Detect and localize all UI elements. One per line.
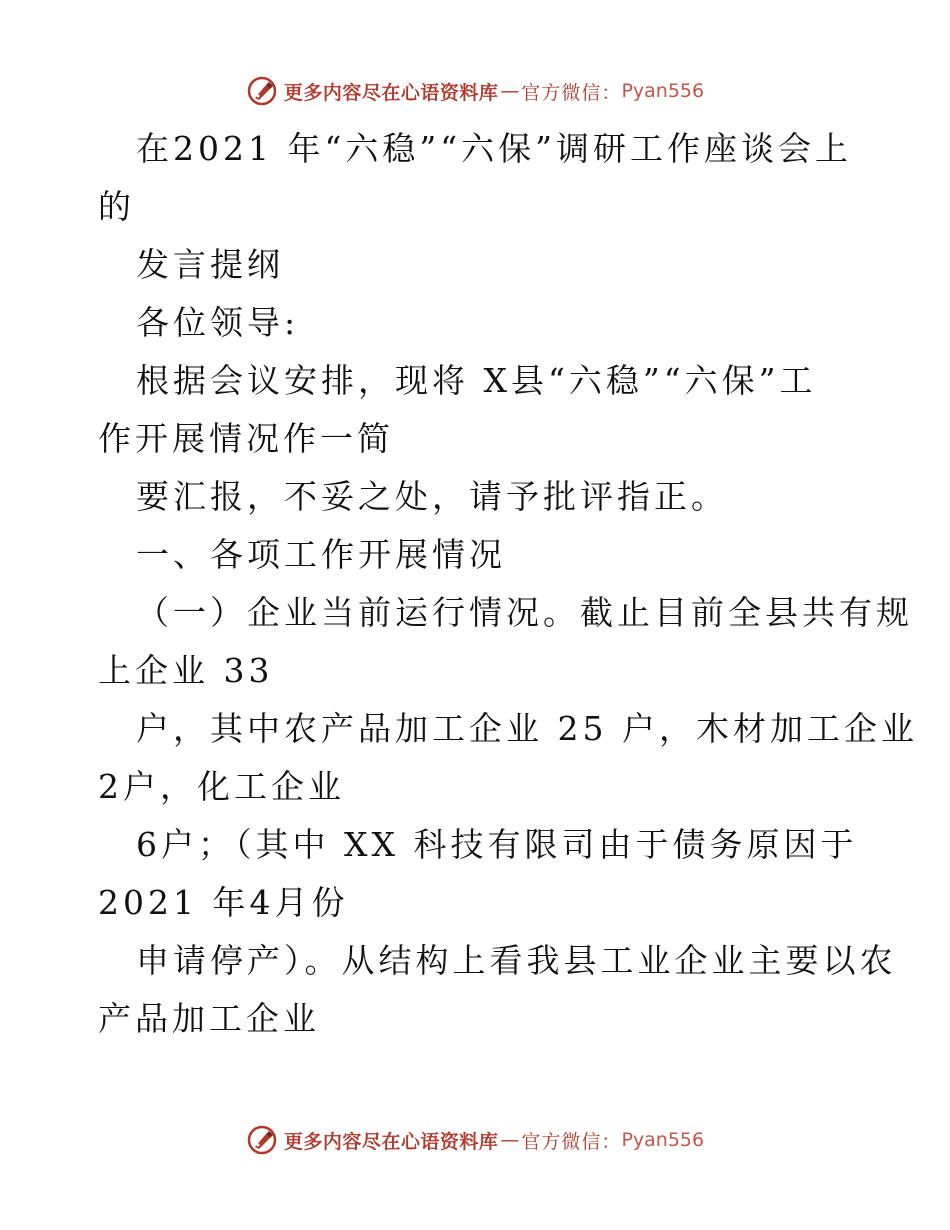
text-line: 2021 年4月份 (98, 883, 349, 922)
watermark-handle: Pyan556 (621, 1129, 705, 1151)
text-line: 要汇报，不妥之处，请予批评指正。 (136, 477, 728, 516)
text-line: 各位领导: (136, 303, 300, 342)
text-line: 发言提纲 (136, 245, 284, 284)
watermark-main-text: 更多内容尽在心语资料库 (283, 1130, 499, 1153)
watermark-handle: Pyan556 (621, 80, 705, 102)
text-line: 上企业 33 (98, 651, 274, 690)
text-line: 一、各项工作开展情况 (136, 535, 506, 574)
watermark-dash: — (500, 80, 520, 102)
text-line: 根据会议安排，现将 X县“六稳”“六保”工 (136, 361, 817, 400)
text-line: 的 (98, 187, 135, 226)
watermark-sub-text: 官方微信： (521, 1130, 622, 1153)
text-line: 产品加工企业 (98, 999, 320, 1038)
watermark-dash: — (500, 1129, 520, 1151)
text-line: 申请停产）。从结构上看我县工业企业主要以农 (136, 941, 897, 980)
text-line: 作开展情况作一简 (98, 419, 394, 458)
text-line: 户，其中农产品加工企业 25 户，木材加工企业 (136, 709, 918, 748)
text-line: 6户；（其中 XX 科技有限司由于债务原因于 (136, 825, 858, 864)
text-line: 在2021 年“六稳”“六保”调研工作座谈会上 (136, 129, 852, 168)
pen-nib-logo-icon (246, 1124, 278, 1156)
text-line: 2户，化工企业 (98, 767, 345, 806)
text-line: （一）企业当前运行情况。截止目前全县共有规 (136, 593, 913, 632)
header-watermark (0, 71, 950, 111)
footer-watermark (0, 1120, 950, 1160)
watermark-sub-text: 官方微信： (521, 81, 622, 104)
document-body (98, 120, 918, 1048)
watermark-main-text: 更多内容尽在心语资料库 (283, 81, 499, 104)
pen-nib-logo-icon (246, 75, 278, 107)
